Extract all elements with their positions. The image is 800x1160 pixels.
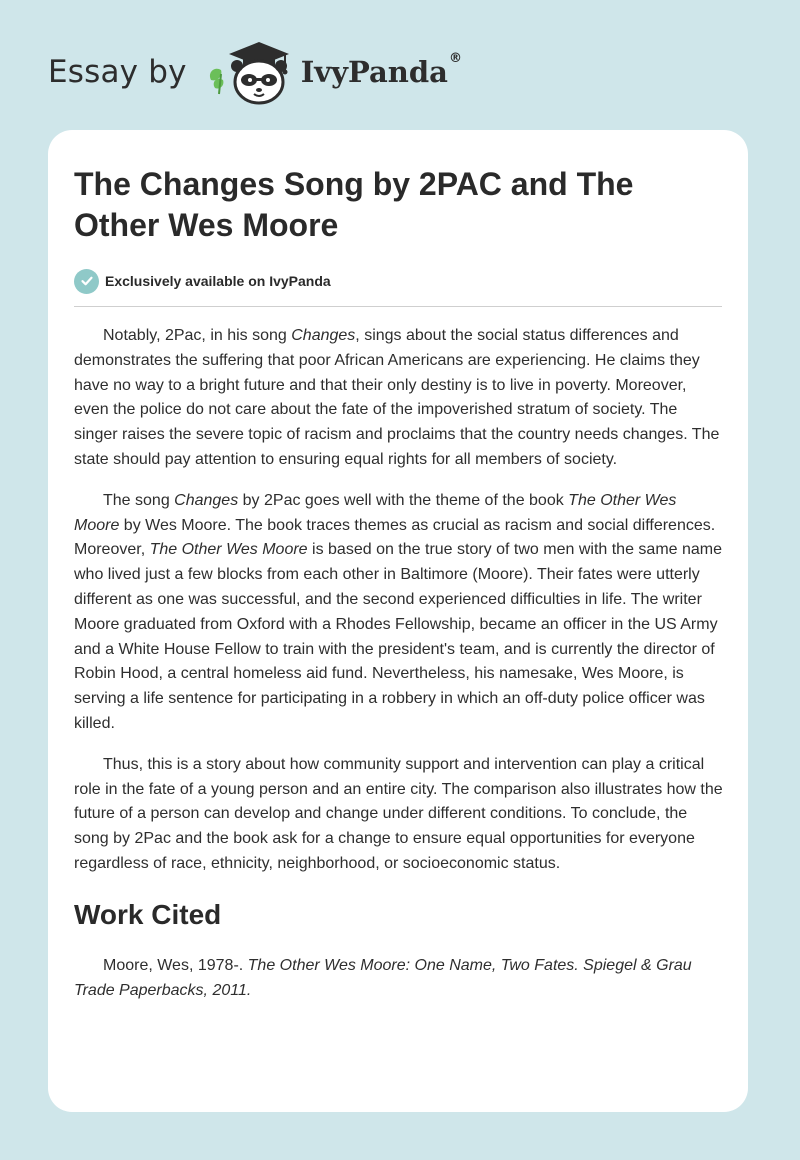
text-run: Notably, 2Pac, in his song	[103, 327, 292, 344]
essay-by-label: Essay by	[48, 54, 187, 90]
paragraph	[74, 753, 724, 877]
essay-body	[74, 324, 724, 877]
citation-entry	[74, 954, 724, 1004]
exclusive-notice	[74, 268, 722, 294]
italic-text: Changes	[291, 327, 356, 344]
italic-text: The Other Wes Moore	[74, 491, 677, 534]
essay-card	[48, 130, 748, 1112]
works-cited-heading: Work Cited	[74, 898, 222, 930]
brand-name[interactable]: IvyPanda	[300, 55, 448, 89]
check-circle-icon	[74, 269, 99, 294]
text-run: by Wes Moore. The book traces themes as crucial as racism and social differences. Moreover,	[74, 516, 716, 559]
paragraph	[74, 324, 724, 473]
page-title: The Changes Song by 2PAC and The Other Wes Moore	[74, 166, 634, 243]
divider	[74, 306, 722, 307]
site-header	[48, 36, 462, 108]
paragraph	[74, 489, 724, 737]
text-run: by 2Pac goes well with the theme of the book	[238, 491, 569, 509]
text-run: , sings about the social status differences and demonstrates the suffering that poor African Americans are experiencing. He claims they have no way to a bright future and that their only destiny is to live in poverty. Moreover, even the police do not care about the fate of the impoverished stratum of society. The singer raises the severe topic of racism and proclaims that the country needs changes. The state should pay attention to ensuring equal rights for all members of society.	[74, 327, 720, 468]
italic-text: The Other Wes Moore	[149, 541, 308, 559]
italic-text: Changes	[174, 491, 239, 509]
text-run: Moore, Wes, 1978-.	[103, 956, 248, 974]
registered-mark: ®	[448, 50, 462, 66]
text-run: Thus, this is a story about how community support and intervention can play a critical role in the fate of a young person and an entire city. The comparison also illustrates how the future of a person can develop and change under different conditions. To conclude, the song by 2Pac and the book ask for a change to ensure equal opportunities for everyone regardless of race, ethnicity, neighborhood, or socioeconomic status.	[74, 755, 723, 872]
panda-logo-icon[interactable]	[201, 36, 297, 108]
text-run: is based on the true story of two men with the same name who lived just a few blocks from each other in Baltimore (Moore). Their fates were utterly different as one was successful, and the second experienced difficulties in life. The writer Moore graduated from Oxford with a Rhodes Fellowship, became an officer in the US Army and a White House Fellow to train with the president's team, and is currently the director of Robin Hood, a central homeless aid fund. Nevertheless, his namesake, Wes Moore, is serving a life sentence for participating in a robbery in which an off-duty police officer was killed.	[74, 541, 723, 732]
italic-text: The Other Wes Moore: One Name, Two Fates. Spiegel & Grau Trade Paperbacks, 2011.	[74, 956, 692, 999]
exclusive-text: Exclusively available on IvyPanda	[105, 273, 331, 289]
text-run: The song	[103, 491, 175, 509]
